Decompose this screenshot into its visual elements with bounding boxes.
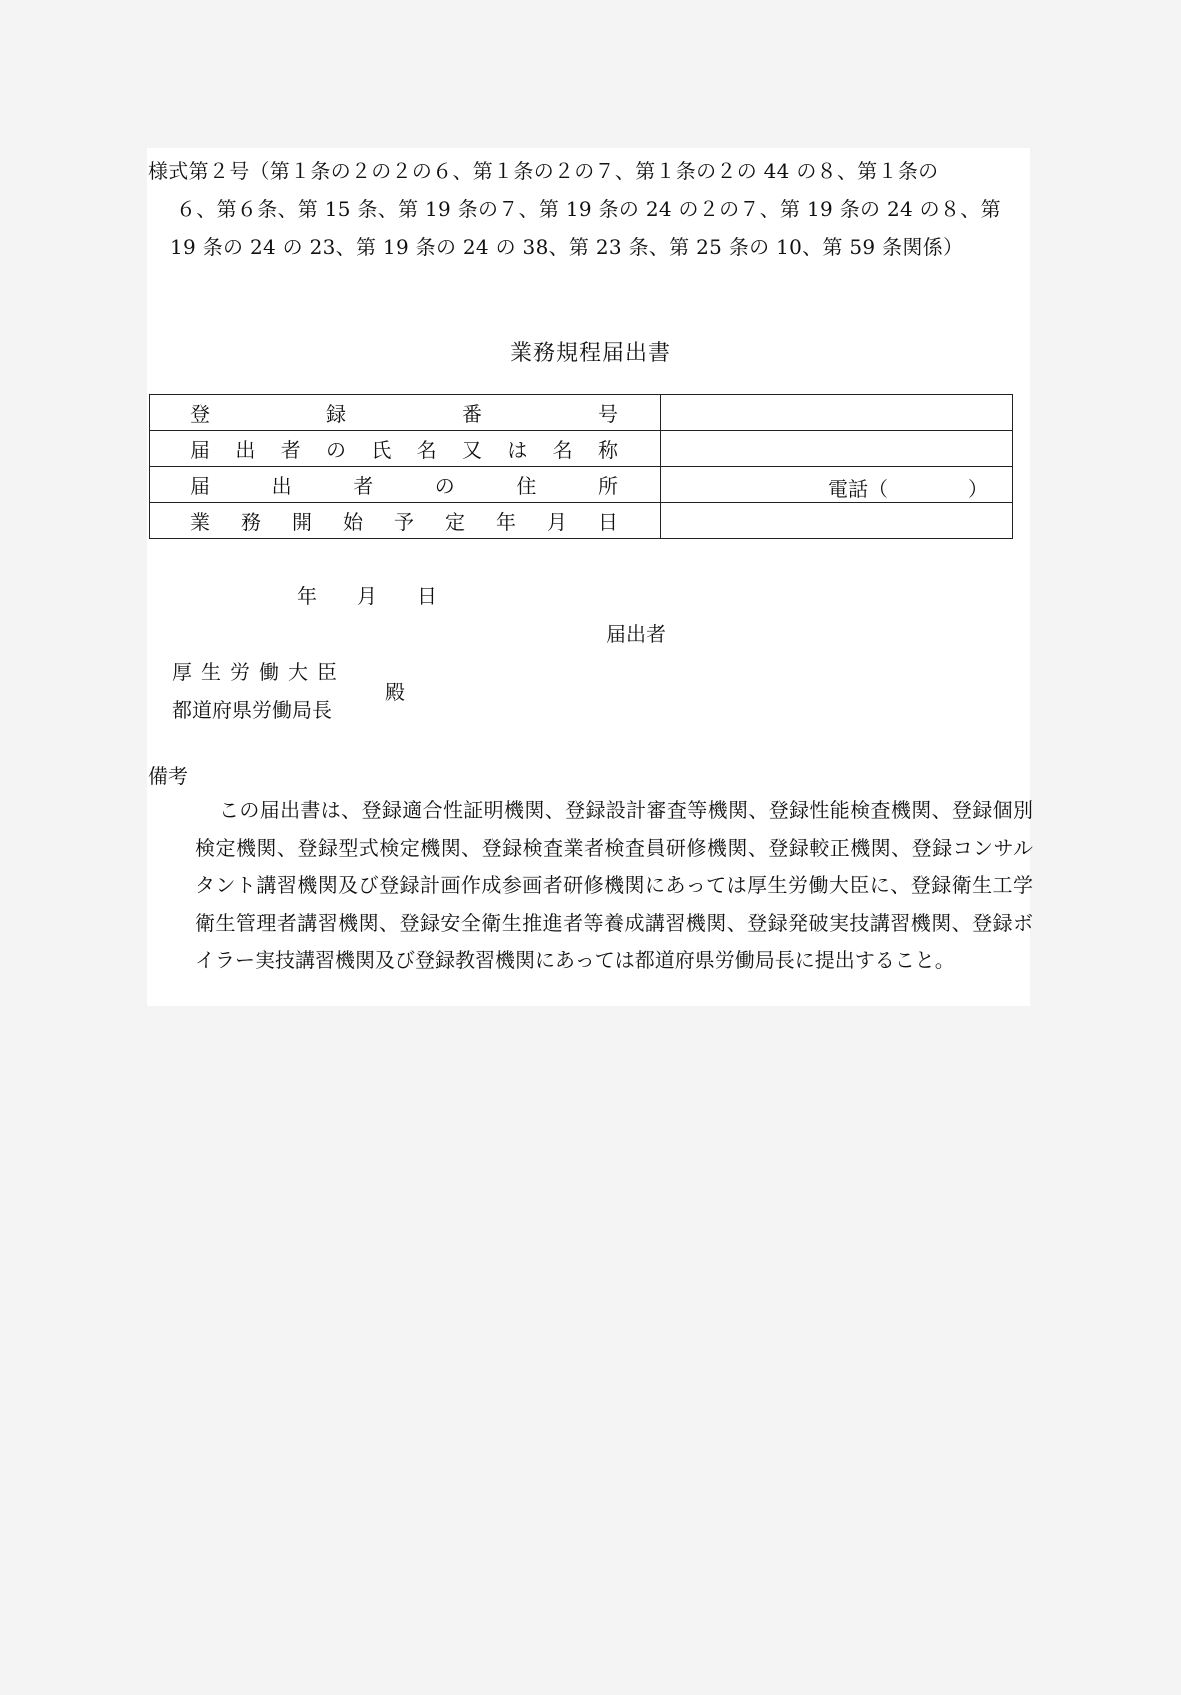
- filer-name-label: 届出者の氏名又は名称: [150, 431, 661, 467]
- remarks-heading: 備考: [148, 764, 188, 788]
- addressee-honorific: 殿: [385, 680, 405, 704]
- table-row: [150, 467, 1013, 503]
- registration-number-label: 登録番号: [150, 395, 661, 431]
- table-row: [150, 431, 1013, 467]
- business-start-date-field[interactable]: [661, 503, 1013, 539]
- table-row: [150, 395, 1013, 431]
- form-number-line-2: ６、第６条、第 15 条、第 19 条の７、第 19 条の 24 の２の７、第 19 条の 24 の８、第: [176, 197, 1001, 221]
- phone-label: 電話（ ）: [828, 477, 988, 501]
- filing-date: 年 月 日: [297, 584, 437, 608]
- addressee-labor-bureau: 都道府県労働局長: [172, 698, 332, 722]
- document-title: 業務規程届出書: [509, 341, 671, 366]
- table-row: [150, 503, 1013, 539]
- form-number-line-3: 19 条の 24 の 23、第 19 条の 24 の 38、第 23 条、第 25 条の 10、第 59 条関係）: [170, 235, 964, 259]
- business-start-date-label: 業務開始予定年月日: [150, 503, 661, 539]
- filer-name-field[interactable]: [661, 431, 1013, 467]
- addressee-minister: 厚生労働大臣: [172, 660, 346, 684]
- notification-form-table: [149, 394, 1013, 539]
- form-number-line-1: 様式第２号（第１条の２の２の６、第１条の２の７、第１条の２の 44 の８、第１条の: [148, 159, 939, 183]
- filer-address-field[interactable]: [661, 467, 1013, 503]
- registration-number-field[interactable]: [661, 395, 1013, 431]
- remarks-body: この届出書は、登録適合性証明機関、登録設計審査等機関、登録性能検査機関、登録個別検定機関、登録型式検定機関、登録検査業者検査員研修機関、登録較正機関、登録コンサルタント講習機関及び登録計画作成参画者研修機関にあっては厚生労働大臣に、登録衛生工学衛生管理者講習機関、登録安全衛生推進者等養成講習機関、登録発破実技講習機関、登録ボイラー実技講習機関及び登録教習機関にあっては都道府県労働局長に提出すること。: [195, 798, 1033, 972]
- filer-address-label: 届出者の住所: [150, 467, 661, 503]
- filer-label: 届出者: [606, 622, 666, 646]
